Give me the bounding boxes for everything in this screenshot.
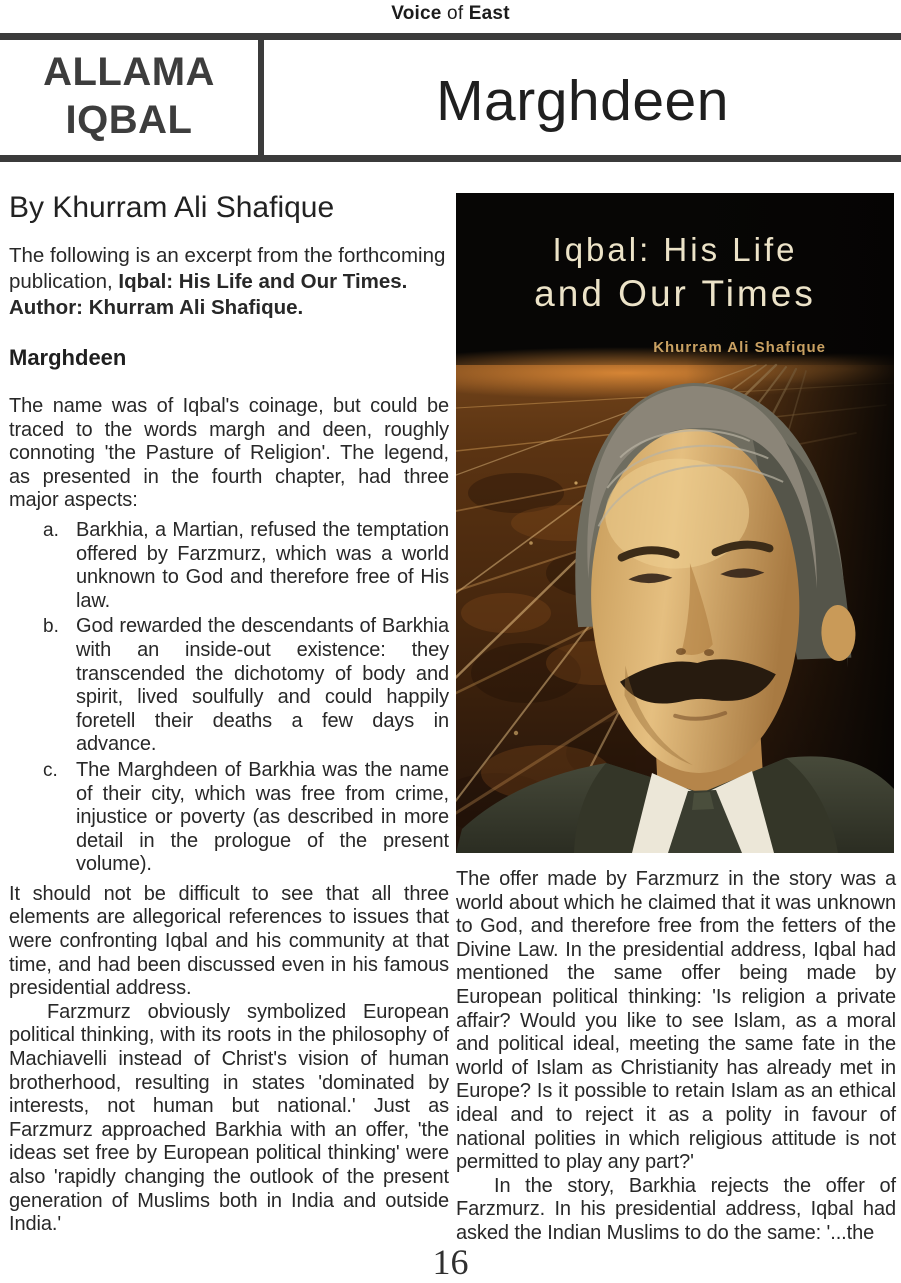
masthead-word-voice: Voice bbox=[391, 3, 442, 24]
article-title: Marghdeen bbox=[436, 69, 729, 133]
list-text-b: God rewarded the descendants of Barkhia with an inside-out existence: they transcended the dichotomy of body and spirit, lived soulfully and could happily foretell their deaths a few days in advance. bbox=[76, 615, 449, 756]
intro-normal-text: The following is an excerpt from the forthcoming publication, bbox=[9, 244, 446, 293]
aspect-list bbox=[9, 519, 449, 877]
masthead-word-east: East bbox=[468, 3, 510, 24]
page-number: 16 bbox=[432, 1242, 469, 1282]
list-text-c: The Marghdeen of Barkhia was the name of their city, which was free from crime, injustice or poverty (as described in more detail in the prologue of the present volume). bbox=[76, 758, 449, 876]
header-top-rule bbox=[0, 33, 901, 40]
list-marker-c: c. bbox=[43, 759, 58, 781]
kicker-line-2: IQBAL bbox=[65, 98, 193, 142]
header-bottom-rule bbox=[0, 155, 901, 162]
right-column bbox=[456, 193, 896, 1246]
masthead bbox=[0, 3, 901, 25]
masthead-word-of: of bbox=[447, 3, 464, 24]
intro-paragraph bbox=[9, 243, 449, 321]
byline: By Khurram Ali Shafique bbox=[9, 191, 335, 224]
paragraph-4: The offer made by Farzmurz in the story was a world about which he claimed that it was unknown to God, and therefore free from the fetters of the Divine Law. In the presidential address, Iqbal had mentioned the same offer being made by European political thinking: 'Is religion a private affair? Would you like to see Islam, as a moral and political ideal, meeting the same fate in the world of Islam as Christianity has already met in Europe? Is it possible to retain Islam as an ethical ideal and to reject it as a polity in favour of national polities in which religious attitude is not permitted to play any part?' bbox=[456, 868, 896, 1174]
right-column-text bbox=[456, 868, 896, 1246]
list-item bbox=[9, 759, 449, 877]
book-author: Khurram Ali Shafique bbox=[653, 339, 826, 356]
list-item bbox=[9, 615, 449, 757]
article-kicker bbox=[0, 48, 258, 144]
intro-bold-text: Iqbal: His Life and Our Times. Author: Khurram Ali Shafique. bbox=[9, 270, 408, 319]
paragraph-5: In the story, Barkhia rejects the offer of Farzmurz. In his presidential address, Iqbal had asked the Indian Muslims to do the same: '...the bbox=[456, 1174, 896, 1244]
paragraph-2: It should not be difficult to see that all three elements are allegorical references to issues that were confronting Iqbal and his community at that time, and had been discussed even in his famous presidential address. bbox=[9, 882, 449, 1000]
section-heading: Marghdeen bbox=[9, 345, 127, 370]
paragraph-1: The name was of Iqbal's coinage, but could be traced to the words margh and deen, roughly connoting 'the Pasture of Religion'. The legend, as presented in the fourth chapter, had three major aspects: bbox=[9, 395, 449, 512]
book-title-line-2: and Our Times bbox=[534, 273, 816, 314]
list-item bbox=[9, 519, 449, 613]
left-column bbox=[9, 190, 449, 1237]
list-text-a: Barkhia, a Martian, refused the temptation offered by Farzmurz, which was a world unknown to God and therefore free of His law. bbox=[76, 518, 449, 612]
list-marker-a: a. bbox=[43, 519, 59, 541]
book-cover-image bbox=[456, 193, 894, 853]
list-marker-b: b. bbox=[43, 616, 59, 638]
kicker-line-1: ALLAMA bbox=[43, 50, 215, 94]
book-title-line-1: Iqbal: His Life bbox=[552, 231, 798, 268]
paragraph-3: Farzmurz obviously symbolized European political thinking, with its roots in the philosophy of Machiavelli instead of Christ's vision of human brotherhood, resulting in states 'dominated by interests, not human but national.' Just as Farzmurz approached Barkhia with an offer, 'the ideas set free by European political thinking' were also 'rapidly changing the outlook of the present generation of Muslims both in India and outside India.' bbox=[9, 1000, 449, 1236]
